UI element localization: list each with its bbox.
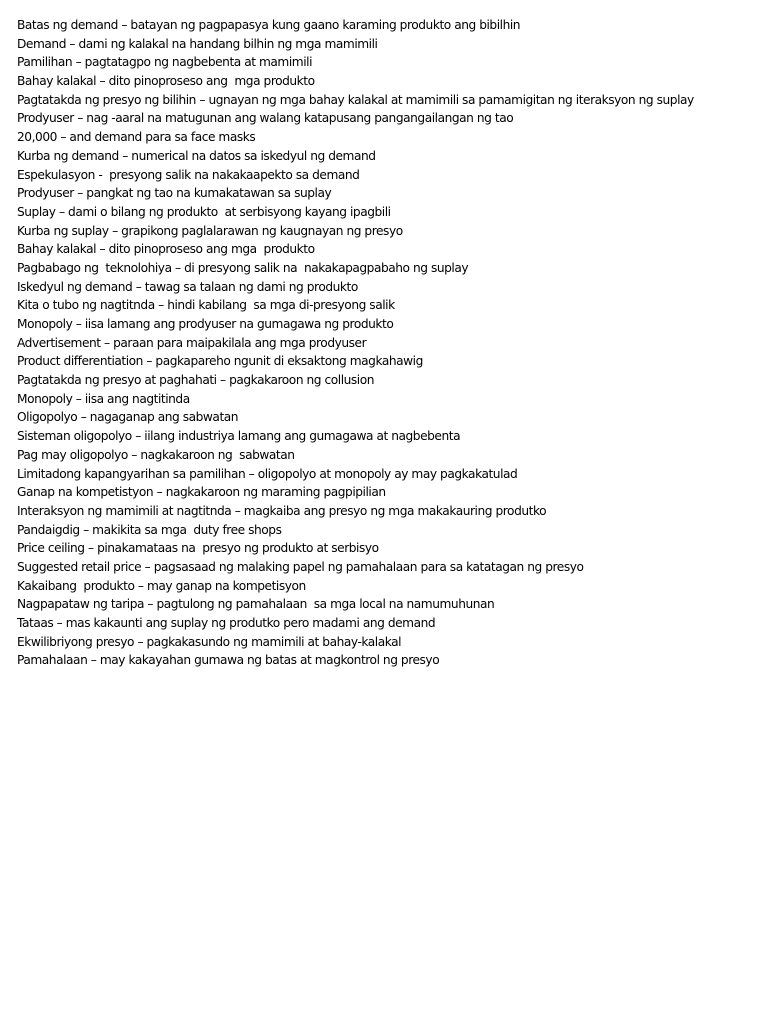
text-line: Pagtatakda ng presyo ng bilihin – ugnayan ng mga bahay kalakal at mamimili sa pamamigitan ng iteraksyon ng suplay — [17, 92, 694, 107]
text-line: Kita o tubo ng nagtitnda – hindi kabilang sa mga di-presyong salik — [17, 298, 395, 313]
text-line: Tataas – mas kakaunti ang suplay ng produtko pero madami ang demand — [17, 616, 436, 630]
text-line: Advertisement – paraan para maipakilala ang mga prodyuser — [17, 335, 367, 350]
text-line: Pagbabago ng teknolohiya – di presyong salik na nakakapagpabaho ng suplay — [17, 260, 469, 275]
text-line: Sisteman oligopolyo – iilang industriya lamang ang gumagawa at nagbebenta — [17, 429, 461, 444]
text-line: Product differentiation – pagkapareho ngunit di eksaktong magkahawig — [17, 354, 423, 369]
text-line: Pandaigdig – makikita sa mga duty free shops — [17, 522, 282, 537]
text-line: Prodyuser – pangkat ng tao na kumakatawan sa suplay — [17, 186, 332, 201]
text-line: Prodyuser – nag -aaral na matugunan ang walang katapusang pangangailangan ng tao — [17, 111, 514, 126]
text-line: Pag may oligopolyo – nagkakaroon ng sabwatan — [17, 447, 295, 462]
text-line: Limitadong kapangyarihan sa pamilihan – oligopolyo at monopoly ay may pagkakatulad — [17, 466, 518, 481]
text-line: Kakaibang produkto – may ganap na kompetisyon — [17, 578, 306, 593]
text-line: Batas ng demand – batayan ng pagpapasya kung gaano karaming produkto ang bibilhin — [17, 18, 521, 32]
text-line: Demand – dami ng kalakal na handang bilhin ng mga mamimili — [17, 36, 378, 51]
text-line: Oligopolyo – nagaganap ang sabwatan — [17, 410, 239, 425]
text-line: Bahay kalakal – dito pinoproseso ang mga produkto — [17, 74, 315, 89]
text-line: Suggested retail price – pagsasaad ng malaking papel ng pamahalaan para sa katatagan ng presyo — [17, 559, 584, 574]
text-line: Ganap na kompetistyon – nagkakaroon ng maraming pagpipilian — [17, 485, 386, 500]
text-line: Nagpapataw ng taripa – pagtulong ng pamahalaan sa mga local na namumuhunan — [17, 597, 495, 612]
text-line: Monopoly – iisa lamang ang prodyuser na gumagawa ng produkto — [17, 317, 394, 331]
text-line: Espekulasyon - presyong salik na nakakaapekto sa demand — [17, 167, 360, 182]
text-line: Pamilihan – pagtatagpo ng nagbebenta at mamimili — [17, 55, 313, 70]
text-line: Interaksyon ng mamimili at nagtitnda – magkaiba ang presyo ng mga makakauring produtko — [17, 503, 547, 518]
text-line: 20,000 – and demand para sa face masks — [17, 130, 256, 145]
text-line: Price ceiling – pinakamataas na presyo ng produkto at serbisyo — [17, 541, 379, 556]
text-line: Pamahalaan – may kakayahan gumawa ng batas at magkontrol ng presyo — [17, 653, 440, 668]
text-line: Pagtatakda ng presyo at paghahati – pagkakaroon ng collusion — [17, 373, 375, 388]
text-line: Ekwilibriyong presyo – pagkakasundo ng mamimili at bahay-kalakal — [17, 634, 402, 649]
text-line: Suplay – dami o bilang ng produkto at serbisyong kayang ipagbili — [17, 204, 391, 219]
text-line: Kurba ng suplay – grapikong paglalarawan ng kaugnayan ng presyo — [17, 223, 403, 238]
text-line: Iskedyul ng demand – tawag sa talaan ng dami ng produkto — [17, 279, 358, 294]
text-line: Kurba ng demand – numerical na datos sa iskedyul ng demand — [17, 148, 376, 163]
text-line: Monopoly – iisa ang nagtitinda — [17, 391, 190, 406]
definition-list — [17, 16, 757, 670]
text-line: Bahay kalakal – dito pinoproseso ang mga produkto — [17, 242, 315, 257]
